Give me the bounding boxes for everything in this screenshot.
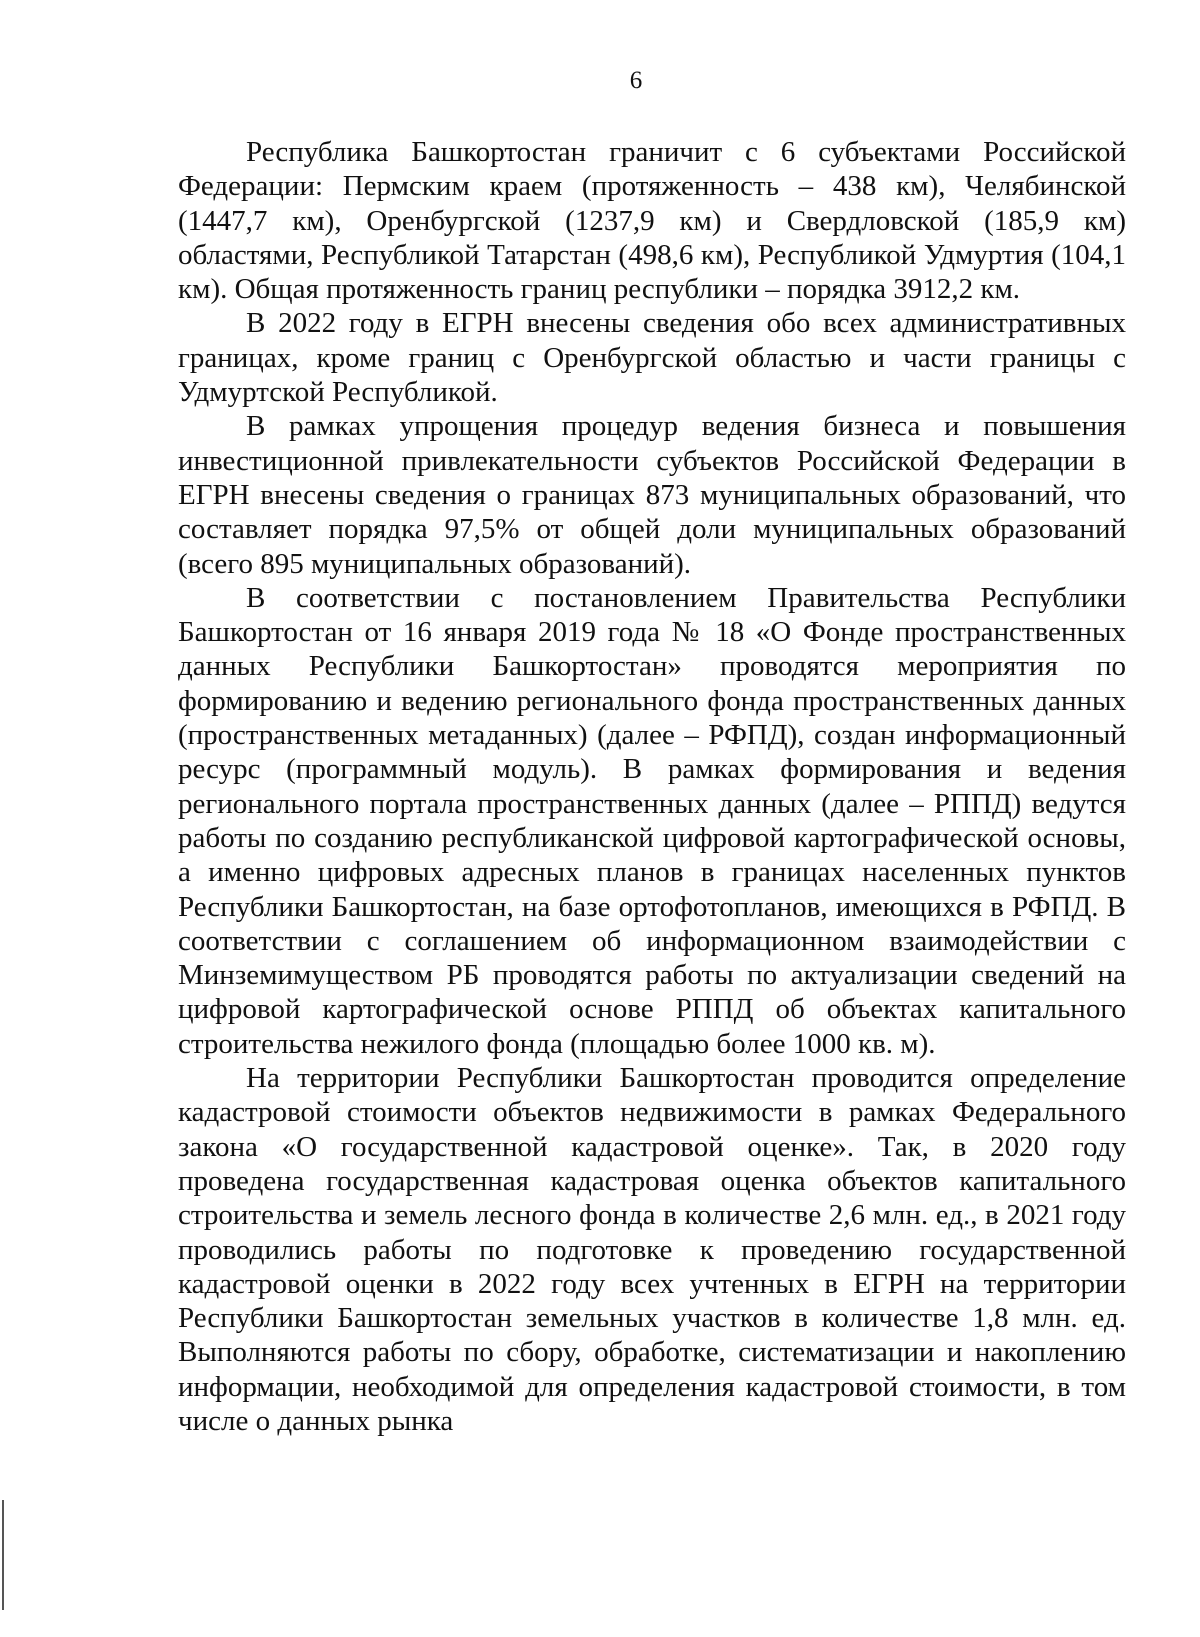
paragraph-cadastral-valuation: На территории Республики Башкортостан проводится определение кадастровой стоимости объектов недвижимости в рамках Федерального закона «О государственной кадастровой оценке». Так, в 2020 году проведена государственная кадастровая оценка объектов капитального строительства и земель лесного фонда в количестве 2,6 млн. ед., в 2021 году проводились работы по подготовке к проведению государственной кадастровой оценки в 2022 году всех учтенных в ЕГРН на территории Республики Башкортостан земельных участков в количестве 1,8 млн. ед. Выполняются работы по сбору, обработке, систематизации и накоплению информации, необходимой для определения кадастровой стоимости, в том числе о данных рынка — [178, 1062, 1126, 1437]
document-body — [178, 135, 1126, 1438]
paragraph-egrn-2022: В 2022 году в ЕГРН внесены сведения обо всех административных границах, кроме границ с Оренбургской областью и части границы с Удмуртской Республикой. — [178, 307, 1126, 409]
paragraph-municipal-borders: В рамках упрощения процедур ведения бизнеса и повышения инвестиционной привлекательности субъектов Российской Федерации в ЕГРН внесены сведения о границах 873 муниципальных образований, что составляет порядка 97,5% от общей доли муниципальных образований (всего 895 муниципальных образований). — [178, 410, 1126, 580]
page-number: 6 — [629, 67, 643, 94]
paragraph-borders: Республика Башкортостан граничит с 6 субъектами Российской Федерации: Пермским краем (протяженность – 438 км), Челябинской (1447,7 км), Оренбургской (1237,9 км) и Свердловской (185,9 км) областями, Республикой Татарстан (498,6 км), Республикой Удмуртия (104,1 км). Общая протяженность границ республики – порядка 3912,2 км. — [178, 136, 1126, 306]
paragraph-spatial-data-fund: В соответствии с постановлением Правительства Республики Башкортостан от 16 января 2019 года № 18 «О Фонде пространственных данных Республики Башкортостан» проводятся мероприятия по формированию и ведению регионального фонда пространственных данных (пространственных метаданных) (далее – РФПД), создан информационный ресурс (программный модуль). В рамках формирования и ведения регионального портала пространственных данных (далее – РППД) ведутся работы по созданию республиканской цифровой картографической основы, а именно цифровых адресных планов в границах населенных пунктов Республики Башкортостан, на базе ортофотопланов, имеющихся в РФПД. В соответствии с соглашением об информационном взаимодействии с Минземимуществом РБ проводятся работы по актуализации сведений на цифровой картографической основе РППД об объектах капитального строительства нежилого фонда (площадью более 1000 кв. м). — [178, 581, 1126, 1060]
scan-edge-mark — [2, 1500, 4, 1610]
